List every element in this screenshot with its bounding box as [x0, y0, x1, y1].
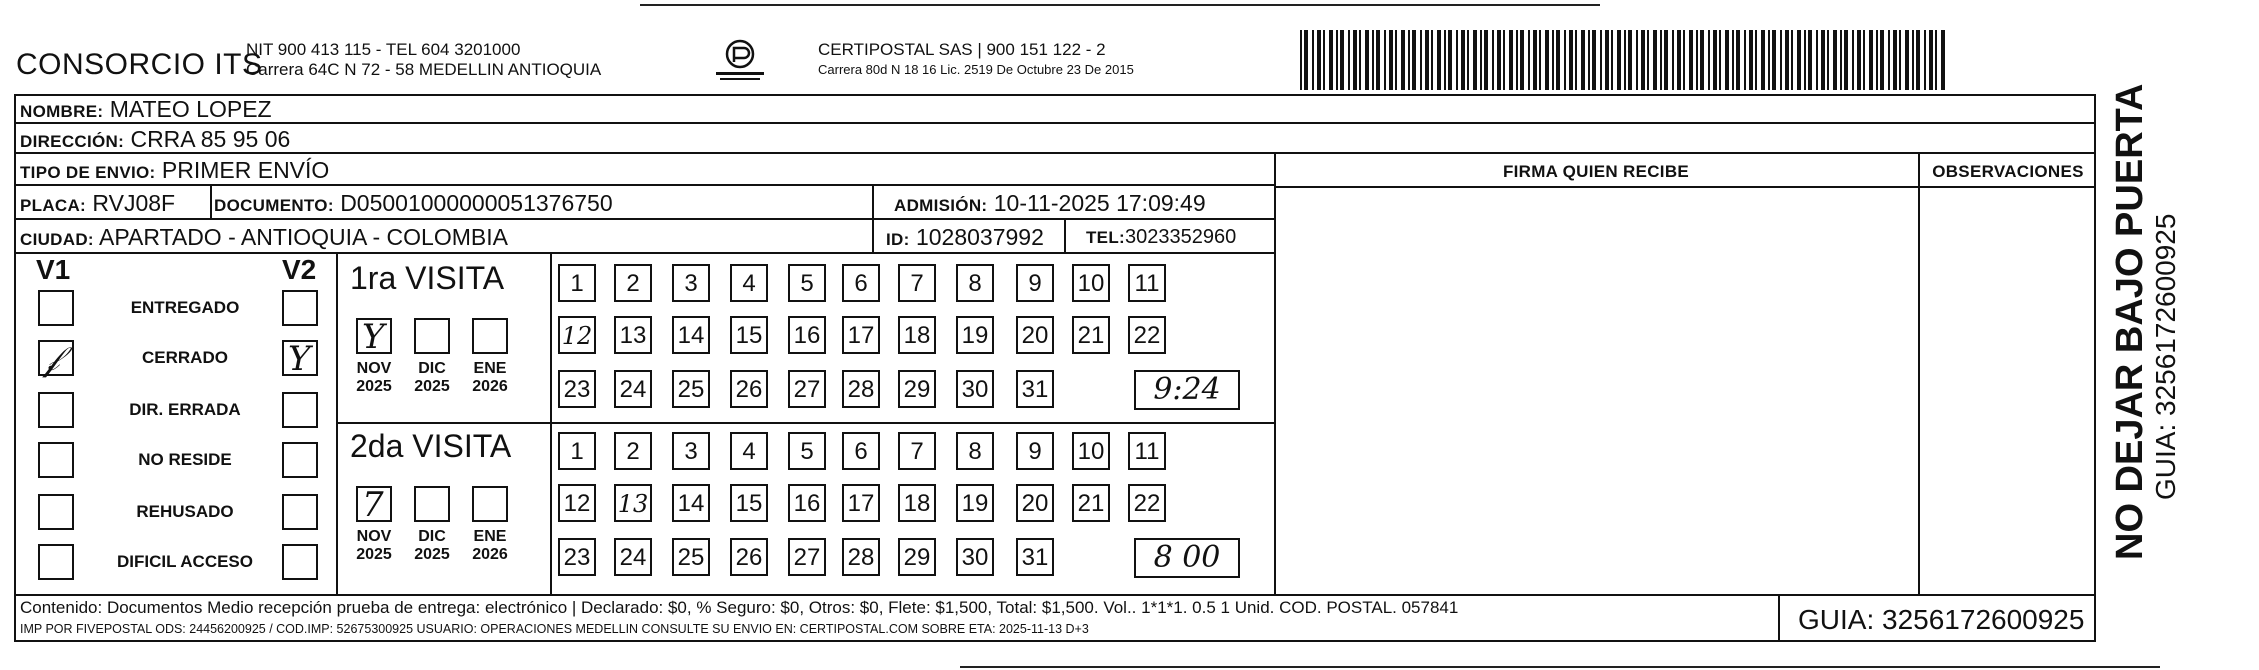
- day-box[interactable]: 28: [842, 538, 880, 576]
- v2-label: V2: [282, 254, 317, 285]
- day-box[interactable]: 28: [842, 370, 880, 408]
- day-box[interactable]: 26: [730, 538, 768, 576]
- top-edge-line: [640, 4, 1600, 6]
- day-box[interactable]: 18: [898, 316, 936, 354]
- day-box[interactable]: 24: [614, 370, 652, 408]
- day-box[interactable]: 22: [1128, 316, 1166, 354]
- sender-info: [246, 40, 601, 80]
- day-box[interactable]: 11: [1128, 264, 1166, 302]
- day-box[interactable]: 6: [842, 432, 880, 470]
- day-box[interactable]: 30: [956, 370, 994, 408]
- day-box[interactable]: 25: [672, 370, 710, 408]
- courier-name: CERTIPOSTAL SAS | 900 151 122 - 2: [818, 40, 1106, 59]
- plate-field: PLACA: RVJ08F: [20, 190, 176, 216]
- day-box[interactable]: 7: [898, 264, 936, 302]
- day-box[interactable]: 4: [730, 264, 768, 302]
- day-box[interactable]: 5: [788, 432, 826, 470]
- recipient-tel: 3023352960: [1124, 226, 1237, 248]
- visit-title: 2da VISITA: [350, 428, 512, 464]
- address-field: DIRECCIÓN: CRRA 85 95 06: [20, 126, 291, 152]
- no-dejar-warning: NO DEJAR BAJO PUERTA: [2109, 83, 2151, 560]
- courier-address: Carrera 80d N 18 16 Lic. 2519 De Octubre 23 De 2015: [818, 62, 1134, 77]
- visit-time-box[interactable]: 8 00: [1134, 538, 1240, 578]
- month-checkbox[interactable]: [414, 318, 450, 354]
- status-option-label: NO RESIDE: [138, 450, 232, 469]
- day-box[interactable]: 20: [1016, 316, 1054, 354]
- day-box[interactable]: 30: [956, 538, 994, 576]
- row-send-type: [14, 154, 1274, 186]
- observations-header: OBSERVACIONES: [1932, 162, 2084, 181]
- divider: [1274, 186, 2096, 188]
- day-box[interactable]: 8: [956, 264, 994, 302]
- month-label: NOV 2025: [356, 528, 392, 563]
- v2-checkbox[interactable]: [282, 544, 318, 580]
- side-text: [2110, 84, 2182, 560]
- month-checkbox[interactable]: [356, 317, 392, 357]
- day-box[interactable]: 3: [672, 432, 710, 470]
- day-box[interactable]: 29: [898, 370, 936, 408]
- day-box[interactable]: 1: [558, 264, 596, 302]
- side-guia: GUIA: 3256172600925: [2150, 213, 2181, 500]
- signature-header: FIRMA QUIEN RECIBE: [1502, 162, 1690, 181]
- plate: RVJ08F: [92, 190, 176, 216]
- v1-checkbox[interactable]: [38, 392, 74, 428]
- recipient-id: 1028037992: [915, 224, 1044, 250]
- day-box[interactable]: 8: [956, 432, 994, 470]
- day-box[interactable]: 1: [558, 432, 596, 470]
- divider: [1274, 154, 1276, 594]
- day-box[interactable]: 2: [614, 264, 652, 302]
- sender-nit: NIT 900 413 115 - TEL 604 3201000: [246, 40, 521, 59]
- sender-address: Carrera 64C N 72 - 58 MEDELLIN ANTIOQUIA: [246, 60, 602, 79]
- day-box[interactable]: 31: [1016, 538, 1054, 576]
- v1-label: V1: [36, 254, 71, 285]
- tel-field: TEL:3023352960: [1086, 226, 1237, 248]
- day-box[interactable]: 16: [788, 316, 826, 354]
- city-field: CIUDAD: APARTADO - ANTIOQUIA - COLOMBIA: [20, 224, 508, 250]
- divider: [550, 254, 552, 594]
- day-box[interactable]: 13: [614, 484, 652, 522]
- day-box[interactable]: 5: [788, 264, 826, 302]
- day-box[interactable]: 20: [1016, 484, 1054, 522]
- id-field: ID: 1028037992: [886, 224, 1044, 250]
- status-option-label: ENTREGADO: [130, 298, 240, 317]
- day-box[interactable]: 21: [1072, 484, 1110, 522]
- bottom-edge-line: [960, 666, 2160, 668]
- status-option-label: REHUSADO: [136, 502, 234, 521]
- document-field: DOCUMENTO: D05001000000051376750: [214, 190, 613, 216]
- day-box[interactable]: 14: [672, 316, 710, 354]
- row-address: [14, 124, 2096, 154]
- check-mark: 𝒻: [44, 339, 60, 379]
- day-box[interactable]: 11: [1128, 432, 1166, 470]
- recipient-name: MATEO LOPEZ: [109, 96, 272, 122]
- row-name: [14, 94, 2096, 124]
- day-box[interactable]: 14: [672, 484, 710, 522]
- month-checkbox[interactable]: [414, 486, 450, 522]
- day-box[interactable]: 17: [842, 316, 880, 354]
- courier-info: [818, 40, 1134, 80]
- day-box[interactable]: 7: [898, 432, 936, 470]
- day-box[interactable]: 2: [614, 432, 652, 470]
- certipostal-logo: [712, 36, 768, 90]
- barcode: [1300, 30, 1950, 90]
- v2-checkbox[interactable]: [282, 442, 318, 478]
- day-box[interactable]: 15: [730, 484, 768, 522]
- day-box[interactable]: 29: [898, 538, 936, 576]
- recipient-address: CRRA 85 95 06: [130, 126, 291, 152]
- day-box[interactable]: 27: [788, 538, 826, 576]
- visit-title: 1ra VISITA: [350, 260, 505, 296]
- name-field: NOMBRE: MATEO LOPEZ: [20, 96, 272, 122]
- month-checkbox[interactable]: [472, 318, 508, 354]
- day-box[interactable]: 23: [558, 370, 596, 408]
- day-box[interactable]: 10: [1072, 264, 1110, 302]
- v2-checkbox[interactable]: [282, 392, 318, 428]
- admission-date: 10-11-2025 17:09:49: [993, 190, 1206, 216]
- day-box[interactable]: 10: [1072, 432, 1110, 470]
- document-number: D05001000000051376750: [340, 190, 613, 216]
- observations-area[interactable]: [1922, 190, 2092, 590]
- v1-checkbox[interactable]: [38, 544, 74, 580]
- day-box[interactable]: 26: [730, 370, 768, 408]
- signature-area[interactable]: [1280, 190, 1914, 590]
- footer-content: Contenido: Documentos Medio recepción prueba de entrega: electrónico | Declarado: $0, % Seguro: $0, Otros: $0, Flete: $1,500, Total: $1,500. Vol.. 1*1*1. 0.5 1 Unid. COD. POSTAL. 057841: [20, 598, 1459, 617]
- day-box[interactable]: 22: [1128, 484, 1166, 522]
- v1-checkbox[interactable]: [38, 339, 74, 379]
- day-box[interactable]: 4: [730, 432, 768, 470]
- footer-guia: GUIA: 3256172600925: [1798, 604, 2085, 635]
- day-box[interactable]: 19: [956, 316, 994, 354]
- row-plate: [14, 186, 1274, 220]
- send-type-field: TIPO DE ENVIO: PRIMER ENVÍO: [20, 157, 330, 183]
- month-checkbox[interactable]: [356, 485, 392, 525]
- day-box[interactable]: 9: [1016, 432, 1054, 470]
- divider: [210, 186, 212, 220]
- status-option-label: DIFICIL ACCESO: [116, 552, 253, 571]
- v2-checkbox[interactable]: [282, 494, 318, 530]
- check-mark: Y: [288, 339, 311, 379]
- day-box[interactable]: 6: [842, 264, 880, 302]
- send-type: PRIMER ENVÍO: [161, 157, 330, 183]
- day-box[interactable]: 12: [558, 484, 596, 522]
- divider: [336, 254, 338, 594]
- day-box[interactable]: 31: [1016, 370, 1054, 408]
- month-label: ENE 2026: [472, 528, 508, 563]
- v2-checkbox[interactable]: [282, 339, 318, 379]
- city: APARTADO - ANTIOQUIA - COLOMBIA: [99, 224, 508, 250]
- footer-imp: IMP POR FIVEPOSTAL ODS: 24456200925 / COD.IMP: 52675300925 USUARIO: OPERACIONES MEDELLIN CONSULTE SU ENVIO EN: CERTIPOSTAL.COM SOBRE ETA: 2025-11-13 D+3: [20, 622, 1089, 636]
- status-option-label: DIR. ERRADA: [129, 400, 241, 419]
- divider: [1064, 220, 1066, 254]
- visit-time-box[interactable]: 9:24: [1134, 370, 1240, 410]
- month-checkbox[interactable]: [472, 486, 508, 522]
- day-box[interactable]: 25: [672, 538, 710, 576]
- month-label: ENE 2026: [472, 360, 508, 395]
- month-label: DIC 2025: [414, 360, 450, 395]
- v2-checkbox[interactable]: [282, 290, 318, 326]
- day-box[interactable]: 3: [672, 264, 710, 302]
- day-box[interactable]: 12: [558, 316, 596, 354]
- day-box[interactable]: 21: [1072, 316, 1110, 354]
- status-option-label: CERRADO: [142, 348, 228, 367]
- row-city: [14, 220, 1274, 254]
- day-box[interactable]: 9: [1016, 264, 1054, 302]
- day-box[interactable]: 13: [614, 316, 652, 354]
- day-box[interactable]: 24: [614, 538, 652, 576]
- sender-name: CONSORCIO ITS: [16, 48, 263, 81]
- v1-checkbox[interactable]: [38, 290, 74, 326]
- day-box[interactable]: 16: [788, 484, 826, 522]
- v1-checkbox[interactable]: [38, 442, 74, 478]
- month-label: NOV 2025: [356, 360, 392, 395]
- divider: [336, 422, 1274, 424]
- day-box[interactable]: 17: [842, 484, 880, 522]
- day-box[interactable]: 19: [956, 484, 994, 522]
- divider: [1918, 154, 1920, 594]
- check-mark: Y: [362, 317, 385, 357]
- day-box[interactable]: 23: [558, 538, 596, 576]
- day-box[interactable]: 27: [788, 370, 826, 408]
- v1-checkbox[interactable]: [38, 494, 74, 530]
- day-box[interactable]: 15: [730, 316, 768, 354]
- divider: [14, 594, 2096, 596]
- check-mark: 7: [362, 485, 384, 525]
- day-box[interactable]: 18: [898, 484, 936, 522]
- admission-field: ADMISIÓN: 10-11-2025 17:09:49: [894, 190, 1206, 216]
- divider: [1778, 594, 1780, 642]
- month-label: DIC 2025: [414, 528, 450, 563]
